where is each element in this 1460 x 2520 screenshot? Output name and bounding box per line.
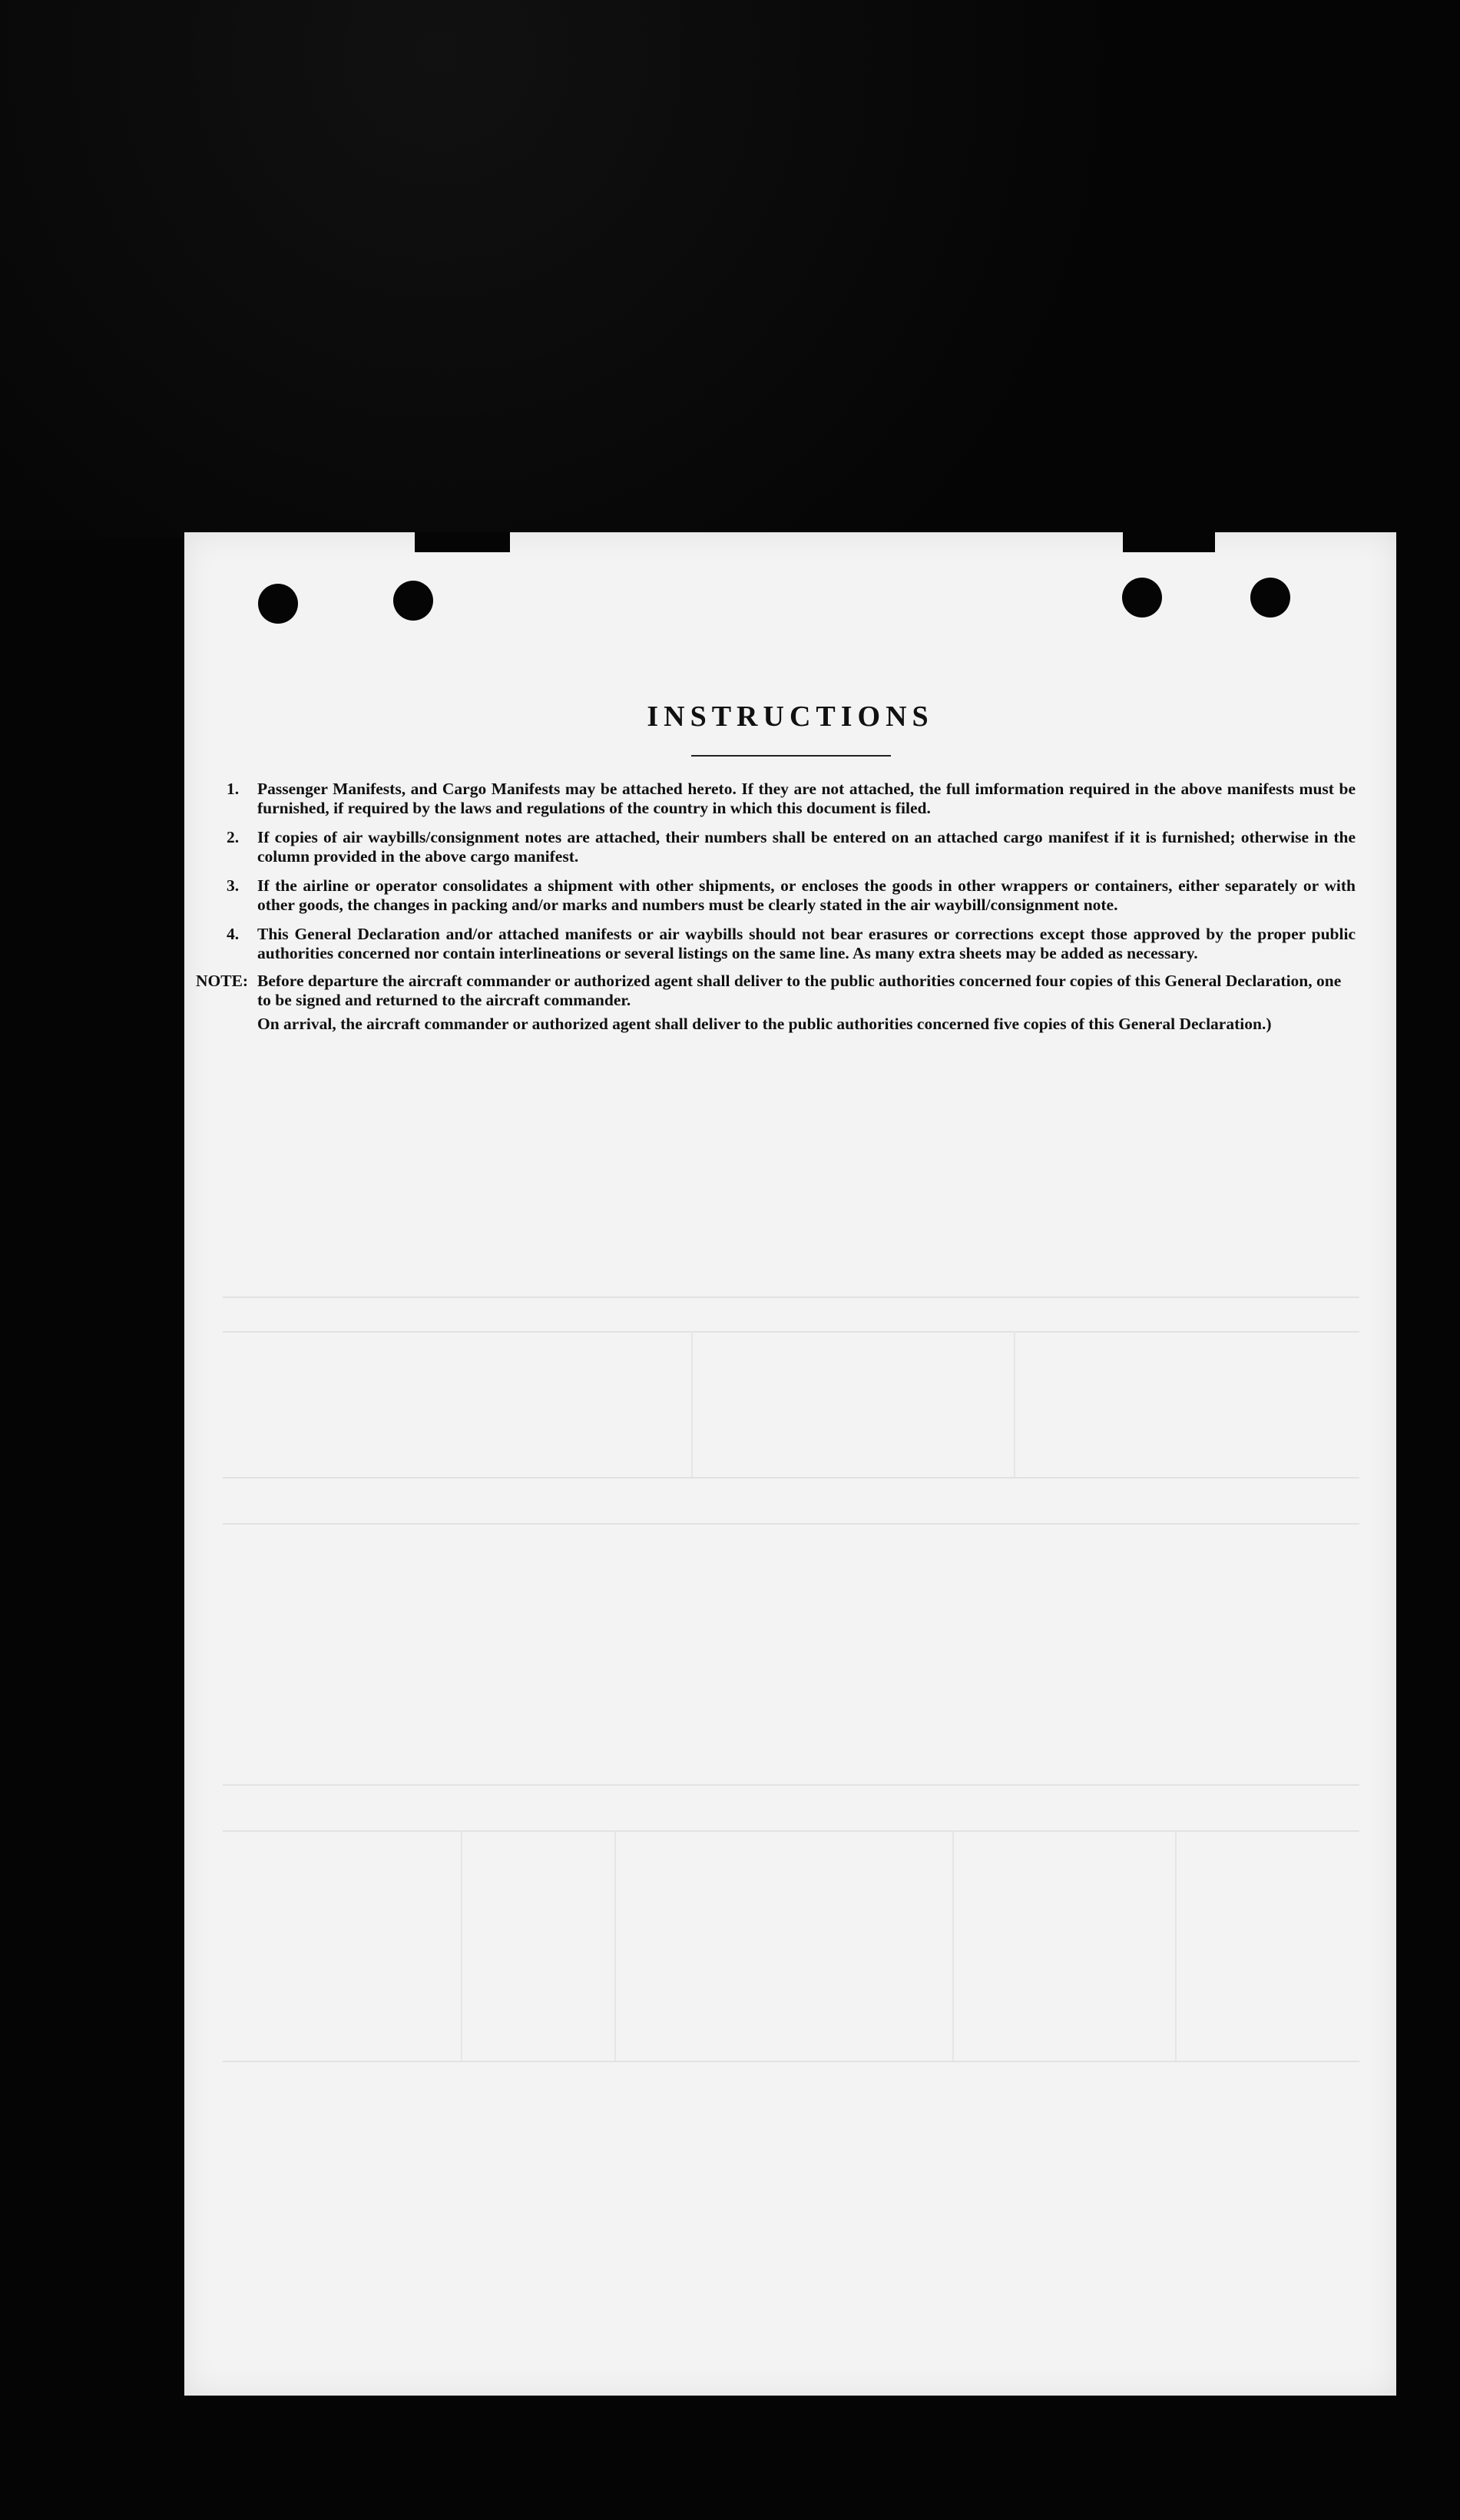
show-through-rule bbox=[691, 1331, 693, 1477]
note-label: NOTE: bbox=[196, 972, 249, 990]
show-through-rule bbox=[614, 1830, 616, 2061]
note-block bbox=[196, 972, 1356, 1034]
instruction-item bbox=[227, 780, 1356, 818]
page-tab-left bbox=[415, 532, 510, 552]
title-underline bbox=[691, 755, 891, 757]
instruction-number: 1. bbox=[227, 780, 240, 798]
instruction-item bbox=[227, 925, 1356, 963]
instruction-text: This General Declaration and/or attached manifests or air waybills should not bear erasures or corrections except those approved by the proper public authorities concerned nor contain interlineations or several listings on the same line. As many extra sheets may be added as necessary. bbox=[257, 925, 1356, 962]
instructions-list bbox=[196, 780, 1356, 1038]
show-through-rule bbox=[223, 1523, 1359, 1525]
instructions-title: INSTRUCTIONS bbox=[647, 700, 934, 733]
document-page bbox=[184, 532, 1396, 2396]
instruction-text: If the airline or operator consolidates a shipment with other shipments, or encloses the goods in other wrappers or containers, either separately or with other goods, the changes in packing and/or marks and numbers must be clearly stated in the air waybill/consignment note. bbox=[257, 876, 1356, 914]
show-through-rule bbox=[223, 1830, 1359, 1832]
show-through-rule bbox=[223, 2061, 1359, 2062]
show-through-rule bbox=[223, 1331, 1359, 1333]
instruction-item bbox=[227, 876, 1356, 915]
show-through-rule bbox=[1014, 1331, 1015, 1477]
instruction-item bbox=[227, 828, 1356, 866]
show-through-rule bbox=[952, 1830, 954, 2061]
instruction-number: 3. bbox=[227, 876, 240, 895]
note-arrival: On arrival, the aircraft commander or authorized agent shall deliver to the public authorities concerned five copies of this General Declaration.) bbox=[257, 1015, 1272, 1033]
show-through-rule bbox=[223, 1296, 1359, 1298]
punch-hole bbox=[258, 584, 298, 624]
page-tab-right bbox=[1123, 532, 1215, 552]
instruction-number: 2. bbox=[227, 828, 240, 846]
note-departure: Before departure the aircraft commander or authorized agent shall deliver to the public authorities concerned four copies of this General Declaration, one to be signed and returned to the aircraft commander. bbox=[257, 972, 1342, 1009]
show-through-rule bbox=[223, 1784, 1359, 1786]
show-through-rule bbox=[223, 1477, 1359, 1479]
instruction-text: If copies of air waybills/consignment notes are attached, their numbers shall be entered on an attached cargo manifest if it is furnished; otherwise in the column provided in the above cargo manifest. bbox=[257, 828, 1356, 866]
instruction-text: Passenger Manifests, and Cargo Manifests may be attached hereto. If they are not attached, the full imformation required in the above manifests must be furnished, if required by the laws and regulations of the country in which this document is filed. bbox=[257, 780, 1356, 817]
punch-hole bbox=[1122, 578, 1162, 618]
show-through-rule bbox=[461, 1830, 462, 2061]
instruction-number: 4. bbox=[227, 925, 240, 943]
show-through-rule bbox=[1175, 1830, 1177, 2061]
scan-background bbox=[0, 0, 1460, 538]
punch-hole bbox=[393, 581, 433, 621]
punch-hole bbox=[1250, 578, 1290, 618]
